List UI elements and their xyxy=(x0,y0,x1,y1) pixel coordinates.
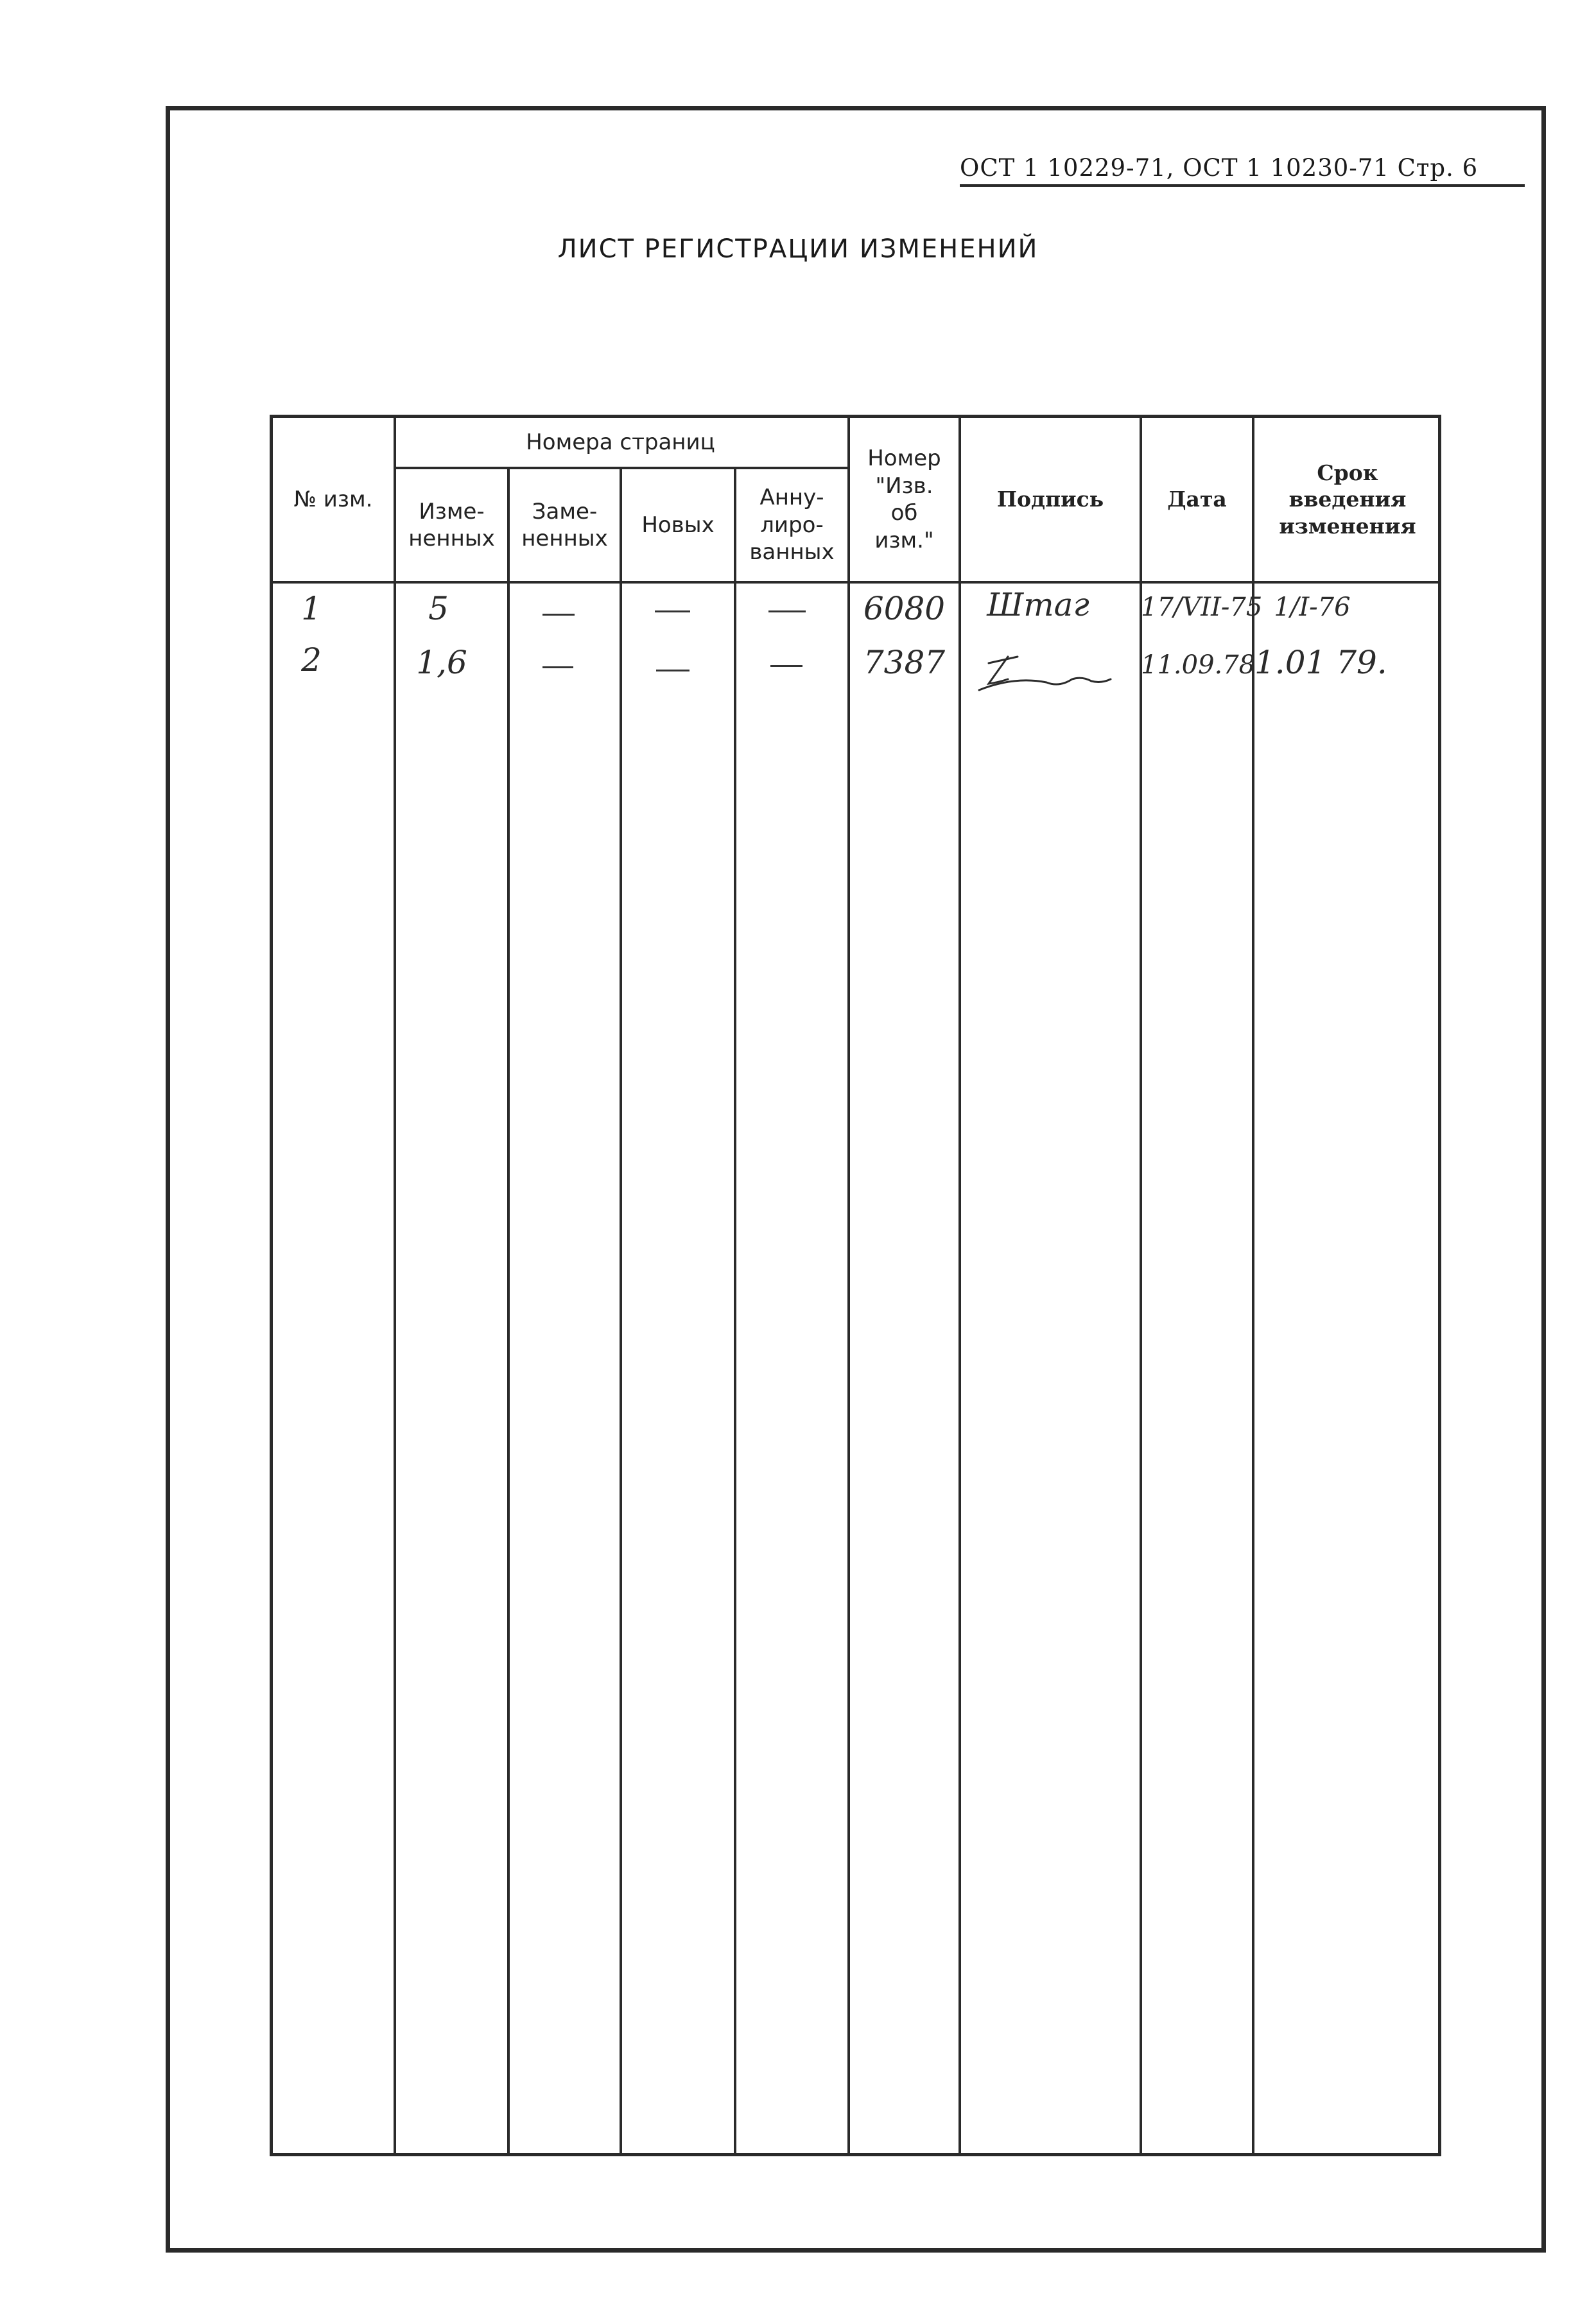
row2-date: 11.09.78 xyxy=(1141,650,1256,680)
header-signature: Подпись xyxy=(996,487,1104,512)
row2-replaced-dash xyxy=(542,666,573,668)
sheet-title: ЛИСТ РЕГИСТРАЦИИ ИЗМЕНЕНИЙ xyxy=(557,234,1039,264)
header-page-numbers: Номера страниц xyxy=(526,429,715,455)
row1-date: 17/VII-75 xyxy=(1141,593,1263,622)
header-annulled-pages: Анну- лиро- ванных xyxy=(749,485,835,566)
row2-change-number: 2 xyxy=(301,641,322,679)
row1-effective-date: 1/I-76 xyxy=(1274,593,1351,622)
column-divider xyxy=(734,469,736,2153)
column-divider xyxy=(620,469,622,2153)
header-change-number: № изм. xyxy=(293,486,373,512)
row1-change-number: 1 xyxy=(301,590,322,627)
document-designation: ОСТ 1 10229-71, ОСТ 1 10230-71 Стр. 6 xyxy=(960,154,1525,187)
row1-notice-number: 6080 xyxy=(863,590,946,627)
header-effective-date: Срок введения изменения xyxy=(1279,460,1416,539)
row1-replaced-dash xyxy=(542,614,575,616)
row1-new-dash xyxy=(655,610,690,612)
column-divider xyxy=(507,469,510,2153)
row2-annulled-dash xyxy=(770,665,802,667)
row2-new-dash xyxy=(656,670,690,671)
header-bottom-line xyxy=(273,581,1438,584)
row2-signature-image xyxy=(969,644,1117,702)
header-replaced-pages: Заме- ненных xyxy=(521,498,608,551)
row2-changed-pages: 1,6 xyxy=(416,644,467,681)
row2-effective-date: 1.01 79. xyxy=(1254,644,1387,681)
header-notice-number: Номер "Изв. об изм." xyxy=(867,446,941,553)
header-date: Дата xyxy=(1167,487,1227,512)
row1-annulled-dash xyxy=(768,610,806,612)
change-registration-table xyxy=(270,415,1441,2156)
row2-notice-number: 7387 xyxy=(863,644,946,681)
row1-changed-pages: 5 xyxy=(428,590,449,627)
row1-signature: Штаг xyxy=(987,586,1089,623)
header-new-pages: Новых xyxy=(641,512,715,538)
header-changed-pages: Изме- ненных xyxy=(408,498,495,551)
